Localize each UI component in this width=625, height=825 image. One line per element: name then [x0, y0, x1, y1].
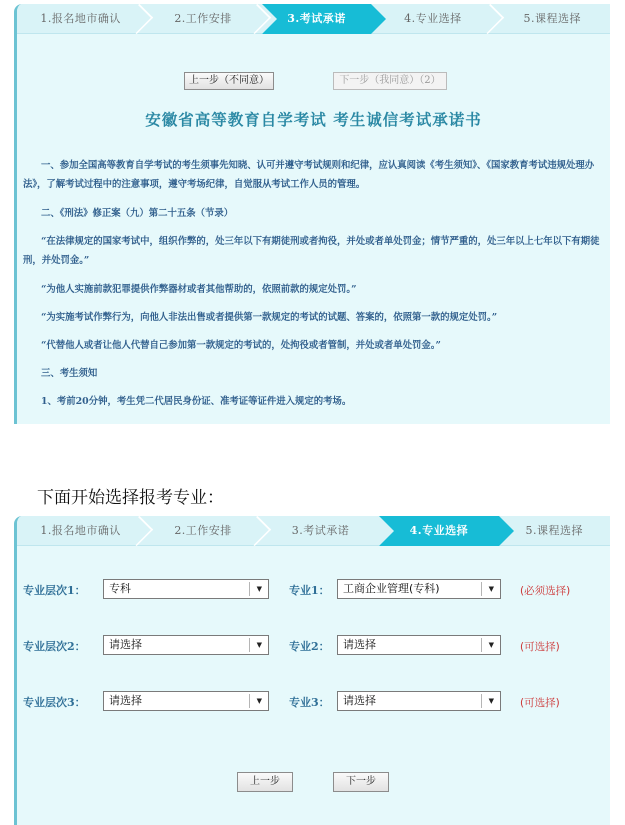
page-title: 安徽省高等教育自学考试 考生诚信考试承诺书 — [145, 110, 482, 129]
major-level-1-label: 专业层次1： — [23, 584, 86, 597]
dropdown-arrow-icon: ▼ — [256, 585, 262, 593]
major-level-3-select[interactable] — [103, 691, 269, 711]
step-4[interactable] — [379, 516, 498, 546]
major-1-value: 工商企业管理(专科) — [343, 582, 440, 595]
step-4-label: 4.专业选择 — [409, 524, 469, 537]
step-bar — [17, 516, 610, 546]
dropdown-arrow-icon: ▼ — [488, 697, 494, 705]
step-4[interactable] — [371, 4, 494, 34]
major-level-2-value: 请选择 — [109, 638, 142, 651]
dropdown-arrow-icon: ▼ — [256, 641, 262, 649]
major-level-1-value: 专科 — [109, 582, 131, 595]
next-agree-button[interactable]: 下一步（我同意）（2） — [333, 72, 447, 90]
required-note: (必须选择) — [520, 585, 571, 597]
major-level-1-select[interactable] — [103, 579, 269, 599]
paragraph-law-quote-4: “代替他人或者让他人代替自己参加第一款规定的考试的，处拘役或者管制，并处或者单处罚金。” — [41, 340, 441, 351]
major-level-2-select[interactable] — [103, 635, 269, 655]
major-2-value: 请选择 — [343, 638, 376, 651]
step-2-label: 2.工作安排 — [174, 524, 232, 537]
step-5-label: 5.课程选择 — [523, 12, 582, 25]
step-3[interactable] — [262, 4, 371, 34]
step-2-label: 2.工作安排 — [174, 12, 232, 25]
step-1[interactable] — [17, 516, 144, 546]
paragraph-law-quote-1: “在法律规定的国家考试中，组织作弊的，处三年以下有期徒刑或者拘役，并处或者单处罚金；情节严重的，处三年以上七年以下有期徒刑，并处罚金。” — [23, 236, 600, 266]
commitment-panel — [14, 4, 610, 424]
step-5-label: 5.课程选择 — [525, 524, 584, 537]
optional-note: (可选择) — [520, 697, 560, 709]
step-1-label: 1.报名地市确认 — [40, 524, 121, 537]
major-selection-panel — [14, 516, 610, 825]
paragraph-notice-heading: 三、考生须知 — [41, 368, 98, 379]
major-3-value: 请选择 — [343, 694, 376, 707]
step-4-label: 4.专业选择 — [404, 12, 462, 25]
step-bar — [17, 4, 610, 34]
paragraph-law-quote-2: “为他人实施前款犯罪提供作弊器材或者其他帮助的，依照前款的规定处罚。” — [41, 284, 357, 295]
step-3[interactable] — [262, 516, 379, 546]
major-level-3-value: 请选择 — [109, 694, 142, 707]
major-1-label: 专业1： — [289, 584, 330, 597]
prev-button[interactable]: 上一步 — [237, 772, 293, 792]
step-3-label: 3.考试承诺 — [291, 524, 350, 537]
step-2[interactable] — [144, 516, 261, 546]
dropdown-arrow-icon: ▼ — [488, 585, 494, 593]
next-button[interactable]: 下一步 — [333, 772, 389, 792]
major-level-3-label: 专业层次3： — [23, 696, 86, 709]
major-1-select[interactable] — [337, 579, 501, 599]
step-1-label: 1.报名地市确认 — [40, 12, 121, 25]
optional-note: (可选择) — [520, 641, 560, 653]
step-5[interactable] — [499, 516, 610, 546]
step-3-label: 3.考试承诺 — [287, 12, 346, 25]
major-level-2-label: 专业层次2： — [23, 640, 86, 653]
major-2-label: 专业2： — [289, 640, 330, 653]
major-2-select[interactable] — [337, 635, 501, 655]
step-2[interactable] — [144, 4, 261, 34]
major-3-label: 专业3： — [289, 696, 330, 709]
step-5[interactable] — [495, 4, 610, 34]
paragraph-rules: 一、参加全国高等教育自学考试的考生须事先知晓、认可并遵守考试规则和纪律，应认真阅读《考生须知》、《国家教育考试违规处理办法》，了解考试过程中的注意事项，遵守考场纪律，自觉服从考试工作人员的管理。 — [23, 160, 595, 190]
major-3-select[interactable] — [337, 691, 501, 711]
section-heading: 下面开始选择报考专业： — [37, 488, 224, 508]
dropdown-arrow-icon: ▼ — [256, 697, 262, 705]
paragraph-law-quote-3: “为实施考试作弊行为，向他人非法出售或者提供第一款规定的考试的试题、答案的，依照第一款的规定处罚。” — [41, 312, 498, 323]
step-1[interactable] — [17, 4, 144, 34]
dropdown-arrow-icon: ▼ — [488, 641, 494, 649]
paragraph-criminal-law: 二、《刑法》修正案（九）第二十五条（节录） — [41, 208, 234, 219]
paragraph-notice-1: 1、考前20分钟，考生凭二代居民身份证、准考证等证件进入规定的考场。 — [41, 396, 352, 407]
prev-disagree-button[interactable]: 上一步（不同意） — [184, 72, 274, 90]
